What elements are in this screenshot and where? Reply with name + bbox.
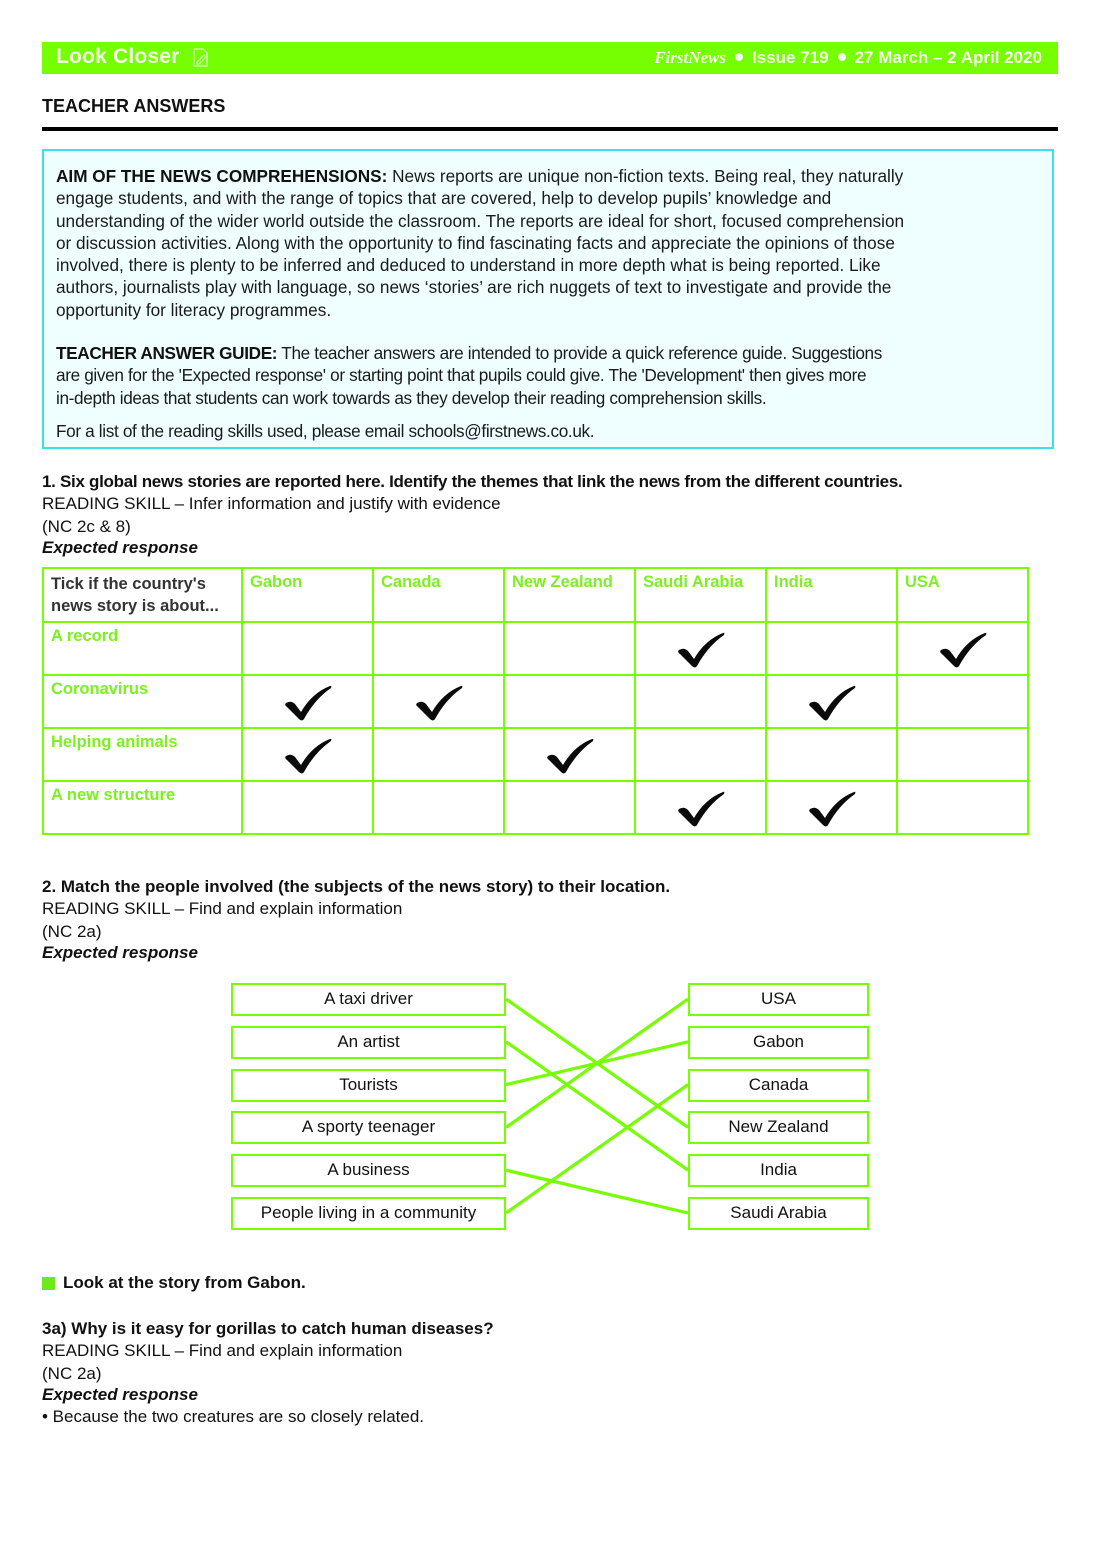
location-box: Canada [688, 1069, 869, 1102]
reading-skill: READING SKILL – Infer information and justify with evidence [42, 494, 501, 513]
aim-line: involved, there is plenty to be inferred and deduced to understand in more depth what is being reported. Like [56, 255, 881, 276]
issue-dates: 27 March – 2 April 2020 [854, 48, 1042, 67]
email-line: For a list of the reading skills used, please email schools@firstnews.co.uk. [56, 421, 595, 441]
match-line [506, 1085, 688, 1213]
nc-reference: (NC 2a) [42, 1364, 102, 1383]
person-box: People living in a community [231, 1197, 506, 1230]
person-box: A business [231, 1154, 506, 1187]
section-marker: Look at the story from Gabon. [63, 1273, 306, 1292]
banner-title: Look Closer [56, 45, 180, 68]
guide-line: The teacher answers are intended to provide a quick reference guide. Suggestions [277, 343, 882, 363]
aim-line: engage students, and with the range of topics that are covered, help to develop pupils’ knowledge and [56, 188, 832, 209]
aim-line: understanding of the wider world outside the classroom. The reports are ideal for short, focused comprehension [56, 210, 905, 231]
location-box: Gabon [688, 1026, 869, 1059]
brand-name: FirstNews [654, 48, 727, 67]
column-header-gabon: Gabon [242, 568, 373, 622]
expected-response-label: Expected response [42, 538, 198, 557]
guide-line: are given for the 'Expected response' or starting point that pupils could give. The 'Development' then gives more [56, 365, 867, 386]
location-box: New Zealand [688, 1111, 869, 1144]
guide-heading: TEACHER ANSWER GUIDE: [56, 343, 278, 363]
aim-line: authors, journalists play with language, so news ‘stories’ are rich nuggets of text to investigate and provide the [56, 277, 892, 298]
green-square-bullet-icon [42, 1277, 55, 1290]
location-box: USA [688, 983, 869, 1016]
column-header-india: India [766, 568, 897, 622]
row-label: Coronavirus [43, 675, 242, 728]
reading-skill: READING SKILL – Find and explain information [42, 899, 403, 918]
location-box: Saudi Arabia [688, 1197, 869, 1230]
answer-text: • Because the two creatures are so closely related. [42, 1407, 425, 1426]
column-header-usa: USA [897, 568, 1028, 622]
question-1-text: 1. Six global news stories are reported here. Identify the themes that link the news from the different countries. [42, 472, 903, 491]
person-box: A sporty teenager [231, 1111, 506, 1144]
location-box: India [688, 1154, 869, 1187]
expected-response-label: Expected response [42, 1385, 198, 1404]
question-3a-text: 3a) Why is it easy for gorillas to catch human diseases? [42, 1319, 494, 1338]
guide-line: in-depth ideas that students can work towards as they develop their reading comprehension skills. [56, 387, 767, 408]
row-label: A record [43, 622, 242, 675]
corner-line: Tick if the country's [51, 575, 206, 593]
corner-line: news story is about... [51, 597, 219, 615]
aim-line: opportunity for literacy programmes. [56, 299, 332, 320]
column-header-saudi-arabia: Saudi Arabia [635, 568, 766, 622]
row-label: Helping animals [43, 728, 242, 781]
expected-response-label: Expected response [42, 943, 198, 962]
question-3a-block [42, 1319, 1062, 1428]
person-box: Tourists [231, 1069, 506, 1102]
column-header-canada: Canada [373, 568, 504, 622]
aim-heading: AIM OF THE NEWS COMPREHENSIONS: [56, 166, 388, 186]
reading-skill: READING SKILL – Find and explain information [42, 1341, 403, 1360]
page-title: TEACHER ANSWERS [42, 96, 226, 116]
match-line [506, 1170, 688, 1213]
nc-reference: (NC 2c & 8) [42, 517, 131, 536]
question-2-text: 2. Match the people involved (the subjects of the news story) to their location. [42, 877, 671, 896]
nc-reference: (NC 2a) [42, 922, 102, 941]
column-header-new-zealand: New Zealand [504, 568, 635, 622]
match-line [506, 1042, 688, 1170]
person-box: An artist [231, 1026, 506, 1059]
issue-number: Issue 719 [752, 48, 829, 67]
aim-line: or discussion activities. Along with the opportunity to find fascinating facts and appreciate the opinions of those [56, 232, 895, 253]
aim-line: News reports are unique non-fiction texts. Being real, they naturally [387, 166, 904, 186]
row-label: A new structure [43, 781, 242, 834]
person-box: A taxi driver [231, 983, 506, 1016]
